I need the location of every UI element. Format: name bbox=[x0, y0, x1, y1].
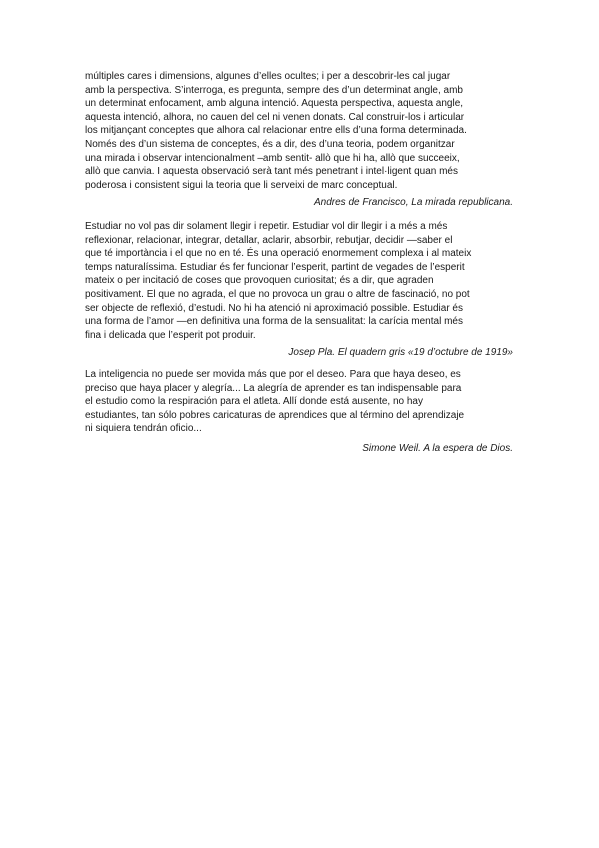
text-line: fina i delicada que l’esperit pot produir. bbox=[85, 329, 256, 341]
text-line: un determinat enfocament, amb alguna intenció. Aquesta perspectiva, aquesta angle, bbox=[85, 98, 464, 110]
quote-attribution: Simone Weil. A la espera de Dios. bbox=[362, 443, 513, 454]
text-line: el estudio como la respiración para el atleta. Allí donde está ausente, no hay bbox=[85, 396, 423, 408]
text-line: múltiples cares i dimensions, algunes d’elles ocultes; i per a descobrir-les cal jugar bbox=[85, 71, 451, 82]
text-line: ni siquiera tendrán oficio... bbox=[85, 423, 202, 435]
text-line: los mitjançant conceptes que alhora cal relacionar entre ells d’una forma determinada. bbox=[85, 125, 467, 137]
text-line: Només des d’un sistema de conceptes, és a dir, des d’una teoria, podem organitzar bbox=[85, 138, 455, 150]
text-line: amb la perspectiva. S’interroga, es pregunta, sempre des d’un determinat angle, amb bbox=[85, 84, 463, 96]
quote-attribution: Andres de Francisco, La mirada republicana. bbox=[314, 197, 513, 208]
text-line: que té importància i el que no en té. És una operació enormement complexa i al mateix bbox=[85, 248, 472, 260]
quote-attribution: Josep Pla. El quadern gris «19 d’octubre de 1919» bbox=[288, 347, 513, 358]
text-line: ser objecte de reflexió, d’estudi. No hi ha atenció ni aproximació possible. Estudiar és bbox=[85, 302, 463, 314]
quote-paragraph bbox=[85, 220, 517, 342]
text-line: preciso que haya placer y alegría... La alegría de aprender es tan indispensable para bbox=[85, 382, 462, 394]
text-line: mateix o per incitació de coses que provoquen curiositat; és a dir, que agraden bbox=[85, 275, 434, 287]
text-line: positivament. El que no agrada, el que no provoca un grau o altre de fascinació, no pot bbox=[85, 288, 470, 300]
text-line: aquesta intenció, alhora, no cauen del cel ni venen donats. Cal construir-los i articular bbox=[85, 111, 465, 123]
text-line: poderosa i consistent sigui la teoria que li serveixi de marc conceptual. bbox=[85, 179, 398, 191]
text-line: una mirada i observar intencionalment –amb sentit- allò que hi ha, allò que succeeix, bbox=[85, 152, 460, 164]
quote-paragraph bbox=[85, 368, 517, 436]
text-line: allò que canvia. I aquesta observació serà tant més penetrant i intel·ligent quan més bbox=[85, 166, 458, 178]
text-line: La inteligencia no puede ser movida más que por el deseo. Para que haya deseo, es bbox=[85, 369, 461, 380]
text-line: temps naturalíssima. Estudiar és fer funcionar l’esperit, partint de vegades de l’esperit bbox=[85, 261, 465, 273]
text-line: Estudiar no vol pas dir solament llegir i repetir. Estudiar vol dir llegir i a més a més bbox=[85, 221, 448, 232]
text-line: estudiantes, tan sólo pobres caricaturas de aprendices que al término del aprendizaje bbox=[85, 409, 465, 421]
quote-paragraph bbox=[85, 70, 517, 192]
text-line: reflexionar, relacionar, integrar, detallar, aclarir, absorbir, rebutjar, decidir —saber el bbox=[85, 234, 453, 246]
text-line: una forma de l’amor —en definitiva una forma de la sensualitat: la carícia mental més bbox=[85, 316, 463, 328]
